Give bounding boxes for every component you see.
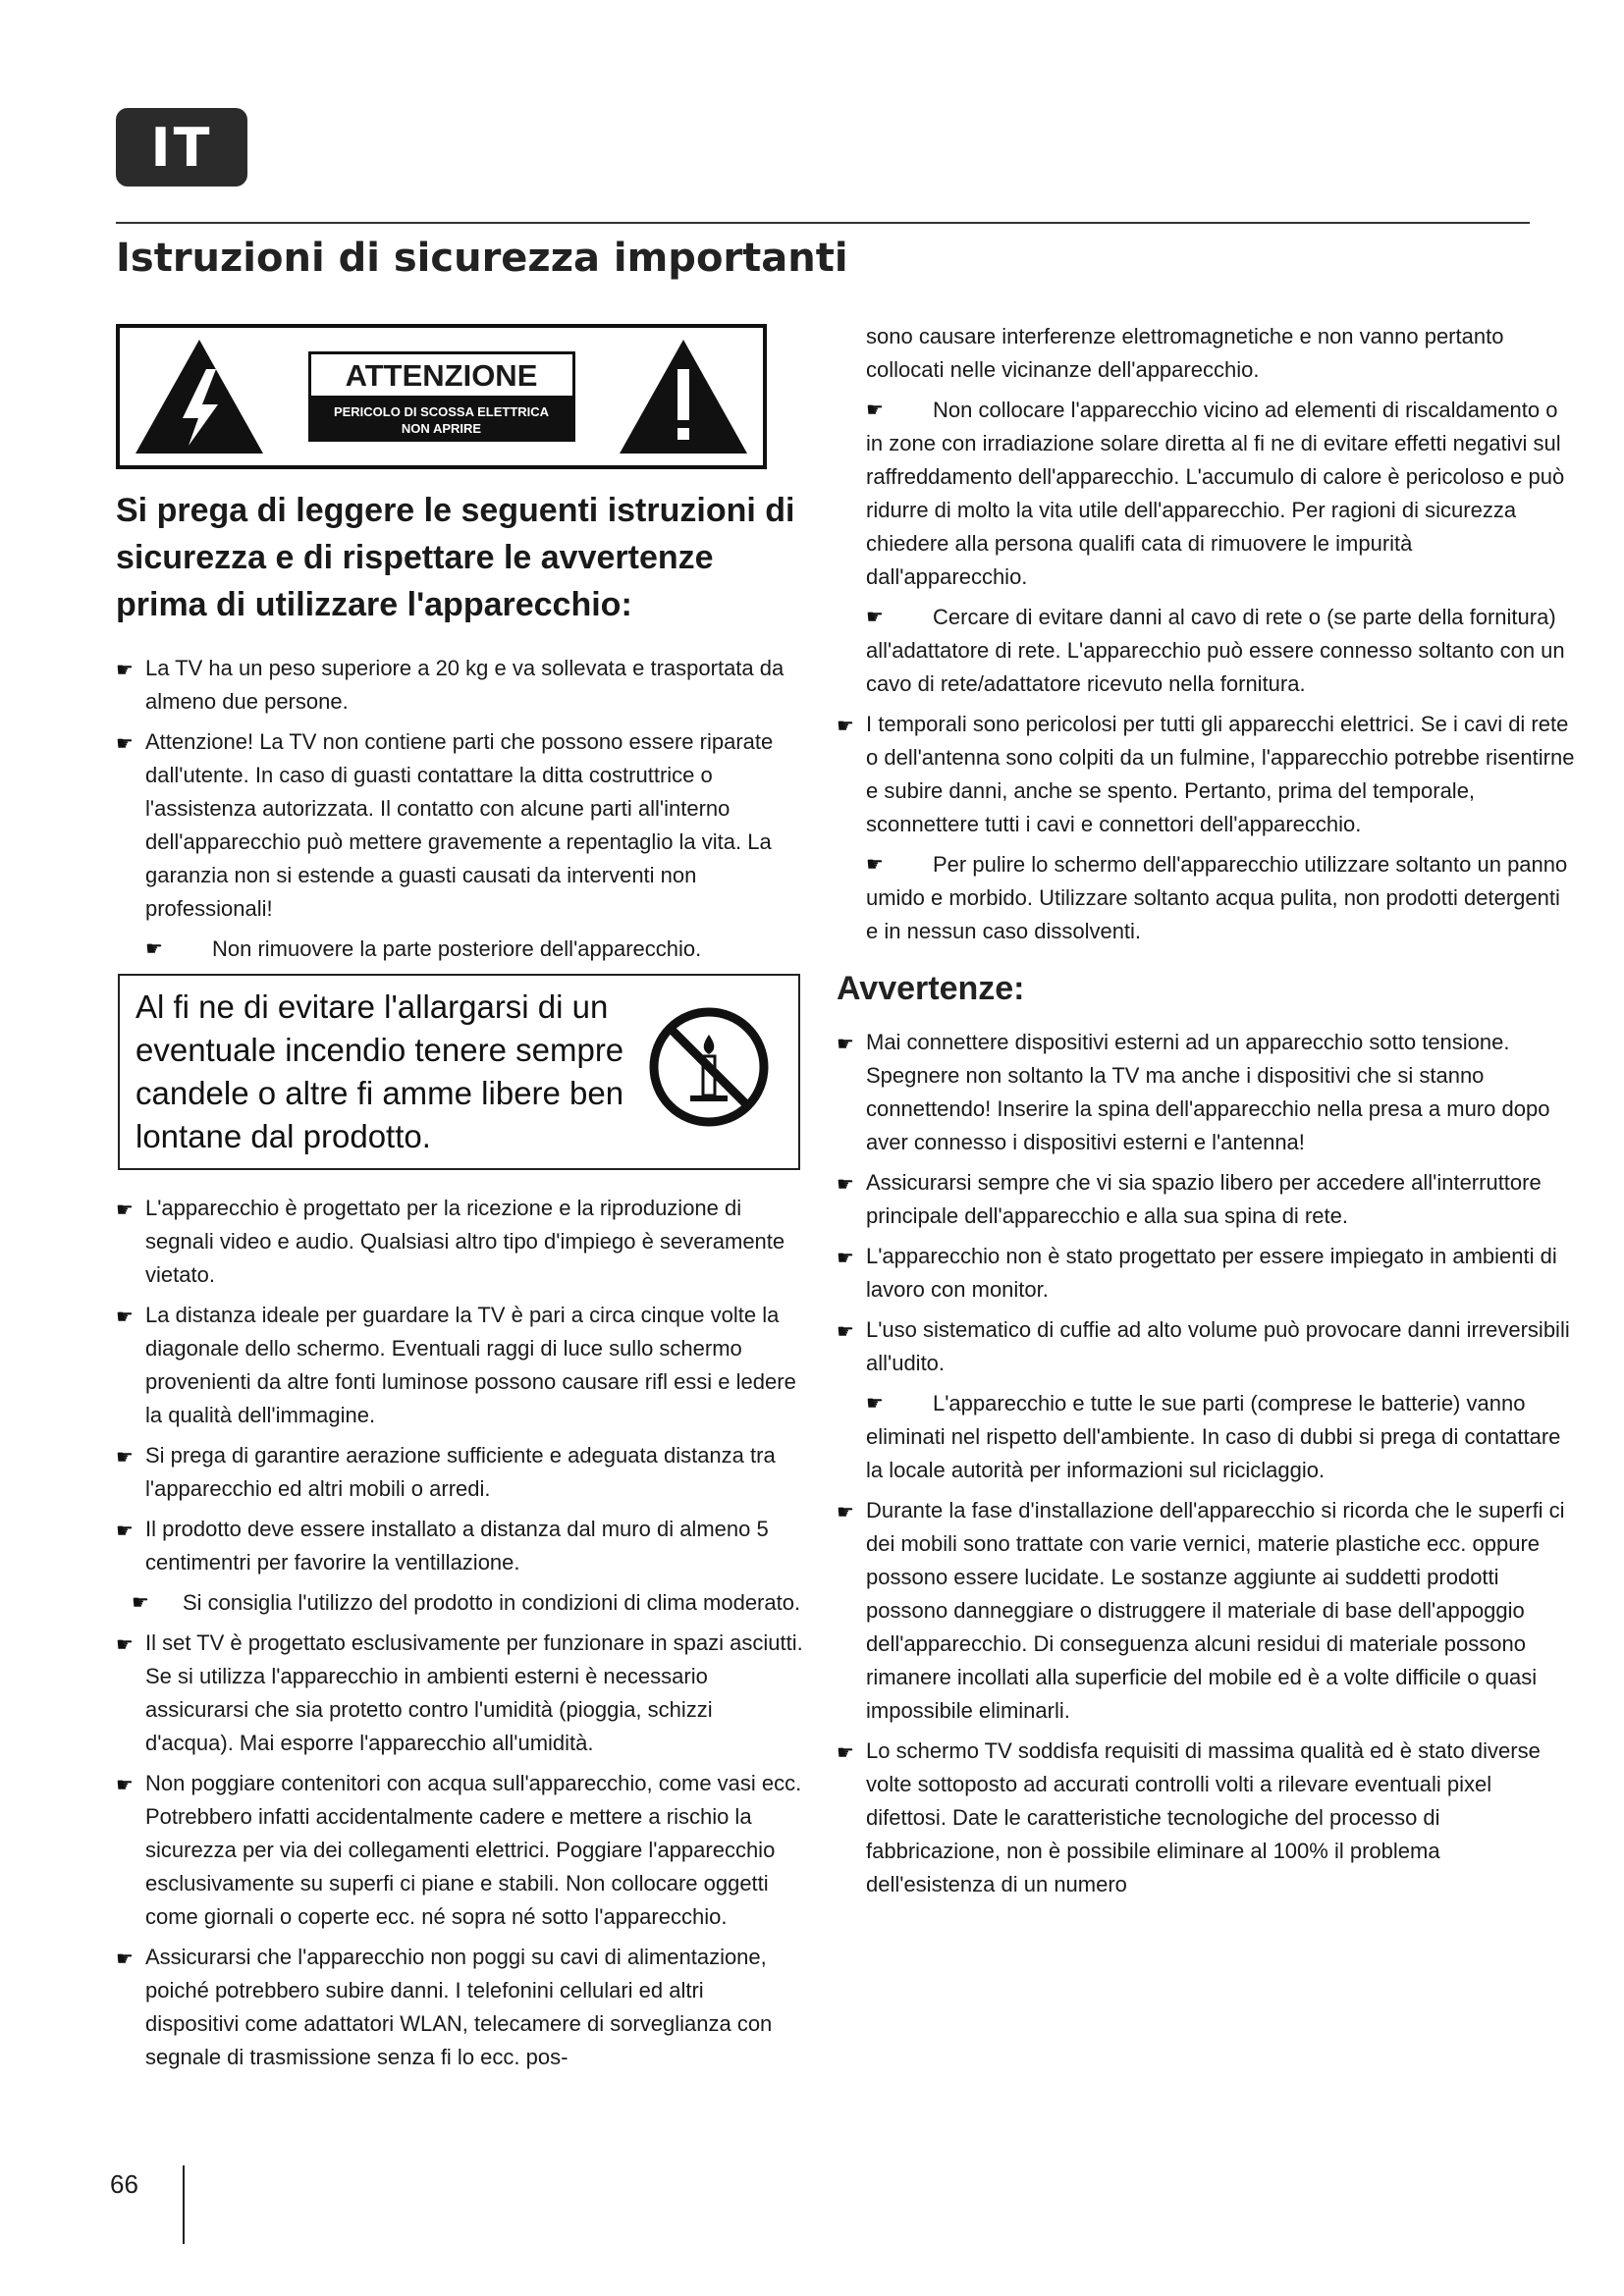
list-item-text: Il prodotto deve essere installato a distanza dal muro di almeno 5 centimentri per favorire la ventillazione. — [145, 1517, 769, 1575]
footer-divider — [183, 2165, 185, 2244]
list-item-text: Non poggiare contenitori con acqua sull'apparecchio, come vasi ecc. Potrebbero infatti accidentalmente cadere e mettere a rischio la sicurezza per via dei collegamenti elettrici. Poggiare l'apparecchio esclusivamente su superfi ci piane e stabili. Non collocare oggetti come giornali o coperte ecc. né sopra né sotto l'apparecchio. — [145, 1771, 802, 1929]
list-item-text: Si prega di garantire aerazione sufficiente e adeguata distanza tra l'apparecchio ed altri mobili o arredi. — [145, 1443, 776, 1501]
warning-label — [308, 351, 575, 442]
list-item — [837, 1735, 1575, 1901]
no-open-flame-icon — [647, 1005, 771, 1129]
list-item-text: I temporali sono pericolosi per tutti gli apparecchi elettrici. Se i cavi di rete o dell'antenna sono colpiti da un fulmine, l'apparecchio potrebbe risentirne e subire danni, anche se spento. Pertanto, prima del temporale, sconnettere tutti i cavi e connettori dell'apparecchio. — [866, 712, 1575, 836]
pointing-hand-icon: ☛ — [837, 1321, 854, 1343]
list-item-text: Assicurarsi sempre che vi sia spazio libero per accedere all'interruttore principale dell'apparecchio e alla sua spina di rete. — [866, 1170, 1542, 1228]
electric-shock-triangle-icon — [132, 336, 267, 457]
list-item-text: L'apparecchio e tutte le sue parti (comprese le batterie) vanno eliminati nel rispetto dell'ambiente. In caso di dubbi si prega di contattare la locale autorità per informazioni sul riciclaggio. — [866, 1391, 1561, 1482]
pointing-hand-icon: ☛ — [866, 854, 884, 876]
list-item-text: Attenzione! La TV non contiene parti che possono essere riparate dall'utente. In caso di guasti contattare la ditta costruttrice o l'assistenza autorizzata. Il contatto con alcune parti all'interno dell'apparecchio può mettere gravemente a repentaglio la vita. La garanzia non si estende a guasti causati da interventi non professionali! — [145, 729, 774, 921]
fire-notice-box — [118, 974, 800, 1170]
list-item — [116, 1299, 803, 1432]
pointing-hand-icon: ☛ — [837, 1502, 854, 1523]
pointing-hand-icon: ☛ — [837, 1248, 854, 1269]
list-item — [837, 394, 1575, 594]
list-item — [116, 1767, 803, 1934]
list-item-text: L'apparecchio non è stato progettato per essere impiegato in ambienti di lavoro con monitor. — [866, 1244, 1557, 1302]
language-badge: IT — [116, 108, 247, 187]
top-divider — [116, 222, 1530, 224]
list-item — [837, 320, 1575, 387]
page-title: Istruzioni di sicurezza importanti — [116, 236, 848, 281]
list-item — [116, 652, 803, 719]
pointing-hand-icon: ☛ — [132, 1592, 149, 1614]
right-list-b — [837, 1026, 1575, 1901]
pointing-hand-icon: ☛ — [837, 1034, 854, 1055]
warning-box — [116, 324, 767, 469]
list-item — [837, 601, 1575, 701]
list-item — [837, 1240, 1575, 1307]
list-item-text: Durante la fase d'installazione dell'apparecchio si ricorda che le superfi ci dei mobili sono trattate con varie vernici, materie plastiche ecc. oppure possono essere lucidate. Le sostanze aggiunte ai suddetti prodotti possono danneggiare o distruggere il materiale di base dell'appoggio dell'apparecchio. Di conseguenza alcuni residui di materiale possono rimanere incollati alla superficie del mobile ed è a volte difficile o quasi impossibile eliminarli. — [866, 1498, 1565, 1723]
pointing-hand-icon: ☛ — [866, 607, 884, 628]
list-item — [116, 933, 803, 966]
right-list-a — [837, 320, 1575, 948]
left-list-a — [116, 652, 803, 966]
pointing-hand-icon: ☛ — [866, 400, 884, 421]
list-item-text: Lo schermo TV soddisfa requisiti di massima qualità ed è stato diverse volte sottoposto ad accurati controlli volti a rilevare eventuali pixel difettosi. Date le caratteristiche tecnologiche del processo di fabbricazione, non è possibile eliminare al 100% il problema dell'esistenza di un numero — [866, 1738, 1541, 1896]
list-item-text: Assicurarsi che l'apparecchio non poggi su cavi di alimentazione, poiché potrebbero subire danni. I telefonini cellulari ed altri dispositivi come adattatori WLAN, telecamere di sorveglianza con segnale di trasmissione senza fi lo ecc. pos- — [145, 1945, 773, 2069]
right-column — [837, 320, 1575, 1908]
list-item — [837, 1313, 1575, 1380]
pointing-hand-icon: ☛ — [837, 1742, 854, 1764]
list-item-text: Non collocare l'apparecchio vicino ad elementi di riscaldamento o in zone con irradiazione solare diretta al fi ne di evitare effetti negativi sul raffreddamento dell'apparecchio. L'accumulo di calore è pericoloso e può ridurre di molto la vita utile dell'apparecchio. Per ragioni di sicurezza chiedere alla persona qualifi cata di rimuovere le impurità dall'apparecchio. — [866, 398, 1565, 589]
list-item — [116, 1439, 803, 1506]
list-item — [116, 1627, 803, 1760]
list-item-text: Cercare di evitare danni al cavo di rete o (se parte della fornitura) all'adattatore di rete. L'apparecchio può essere connesso soltanto con un cavo di rete/adattatore ricevuto nella fornitura. — [866, 605, 1565, 696]
list-item — [116, 1192, 803, 1292]
pointing-hand-icon: ☛ — [116, 1447, 134, 1468]
list-item — [837, 848, 1575, 948]
pointing-hand-icon: ☛ — [116, 733, 134, 755]
pointing-hand-icon: ☛ — [116, 1775, 134, 1796]
list-item-text: L'uso sistematico di cuffie ad alto volume può provocare danni irreversibili all'udito. — [866, 1317, 1570, 1375]
pointing-hand-icon: ☛ — [837, 1174, 854, 1196]
list-item — [116, 1941, 803, 2074]
exclamation-triangle-icon — [616, 336, 751, 457]
list-item-text: Mai connettere dispositivi esterni ad un apparecchio sotto tensione. Spegnere non soltanto la TV ma anche i dispositivi che si stanno connettendo! Inserire la spina dell'apparecchio nella presa a muro dopo aver connesso i dispositivi esterni e l'antenna! — [866, 1030, 1550, 1154]
list-item — [837, 1166, 1575, 1233]
left-column — [116, 324, 803, 2081]
list-item-text: Si consiglia l'utilizzo del prodotto in condizioni di clima moderato. — [183, 1590, 801, 1615]
intro-text: Si prega di leggere le seguenti istruzioni di sicurezza e di rispettare le avvertenze prima di utilizzare l'apparecchio: — [116, 492, 795, 623]
pointing-hand-icon: ☛ — [837, 716, 854, 737]
list-item-text: Il set TV è progettato esclusivamente per funzionare in spazi asciutti. Se si utilizza l'apparecchio in ambienti esterni è necessario assicurarsi che sia protetto contro l'umidità (pioggia, schizzi d'acqua). Mai esporre l'apparecchio all'umidità. — [145, 1630, 803, 1755]
warning-subtitle-line2: NON APRIRE — [401, 421, 482, 436]
pointing-hand-icon: ☛ — [116, 1200, 134, 1221]
list-item — [837, 1494, 1575, 1728]
warning-subtitle-line1: PERICOLO DI SCOSSA ELETTRICA — [333, 404, 550, 419]
pointing-hand-icon: ☛ — [116, 1307, 134, 1328]
list-item-text: L'apparecchio è progettato per la ricezione e la riproduzione di segnali video e audio. Qualsiasi altro tipo d'impiego è severamente vietato. — [145, 1196, 785, 1287]
list-item — [116, 1586, 803, 1620]
pointing-hand-icon: ☛ — [116, 1634, 134, 1656]
warnings-heading: Avvertenze: — [837, 970, 1025, 1007]
list-item-text: La distanza ideale per guardare la TV è pari a circa cinque volte la diagonale dello schermo. Eventuali raggi di luce sullo schermo provenienti da altre fonti luminose possono causare rifl essi e ledere la qualità dell'immagine. — [145, 1303, 796, 1427]
list-item — [116, 1513, 803, 1579]
list-item-text: sono causare interferenze elettromagnetiche e non vanno pertanto collocati nelle vicinanze dell'apparecchio. — [866, 324, 1504, 382]
warning-subtitle — [308, 399, 575, 442]
pointing-hand-icon: ☛ — [116, 660, 134, 681]
pointing-hand-icon: ☛ — [145, 938, 163, 960]
list-item-text: La TV ha un peso superiore a 20 kg e va sollevata e trasportata da almeno due persone. — [145, 656, 785, 714]
pointing-hand-icon: ☛ — [116, 1521, 134, 1542]
fire-notice-text: Al fi ne di evitare l'allargarsi di un eventuale incendio tenere sempre candele o altre fi amme libere ben lontane dal prodotto. — [135, 988, 624, 1154]
list-item-text: Non rimuovere la parte posteriore dell'apparecchio. — [212, 936, 702, 961]
left-list-b — [116, 1192, 803, 2074]
list-item — [837, 708, 1575, 841]
pointing-hand-icon: ☛ — [116, 1949, 134, 1970]
page-number: 66 — [110, 2169, 138, 2199]
list-item — [116, 725, 803, 926]
pointing-hand-icon: ☛ — [866, 1393, 884, 1415]
list-item-text: Per pulire lo schermo dell'apparecchio utilizzare soltanto un panno umido e morbido. Utilizzare soltanto acqua pulita, non prodotti detergenti e in nessun caso dissolventi. — [866, 852, 1568, 943]
list-item — [837, 1026, 1575, 1159]
list-item — [837, 1387, 1575, 1487]
warning-title: ATTENZIONE — [308, 351, 575, 399]
